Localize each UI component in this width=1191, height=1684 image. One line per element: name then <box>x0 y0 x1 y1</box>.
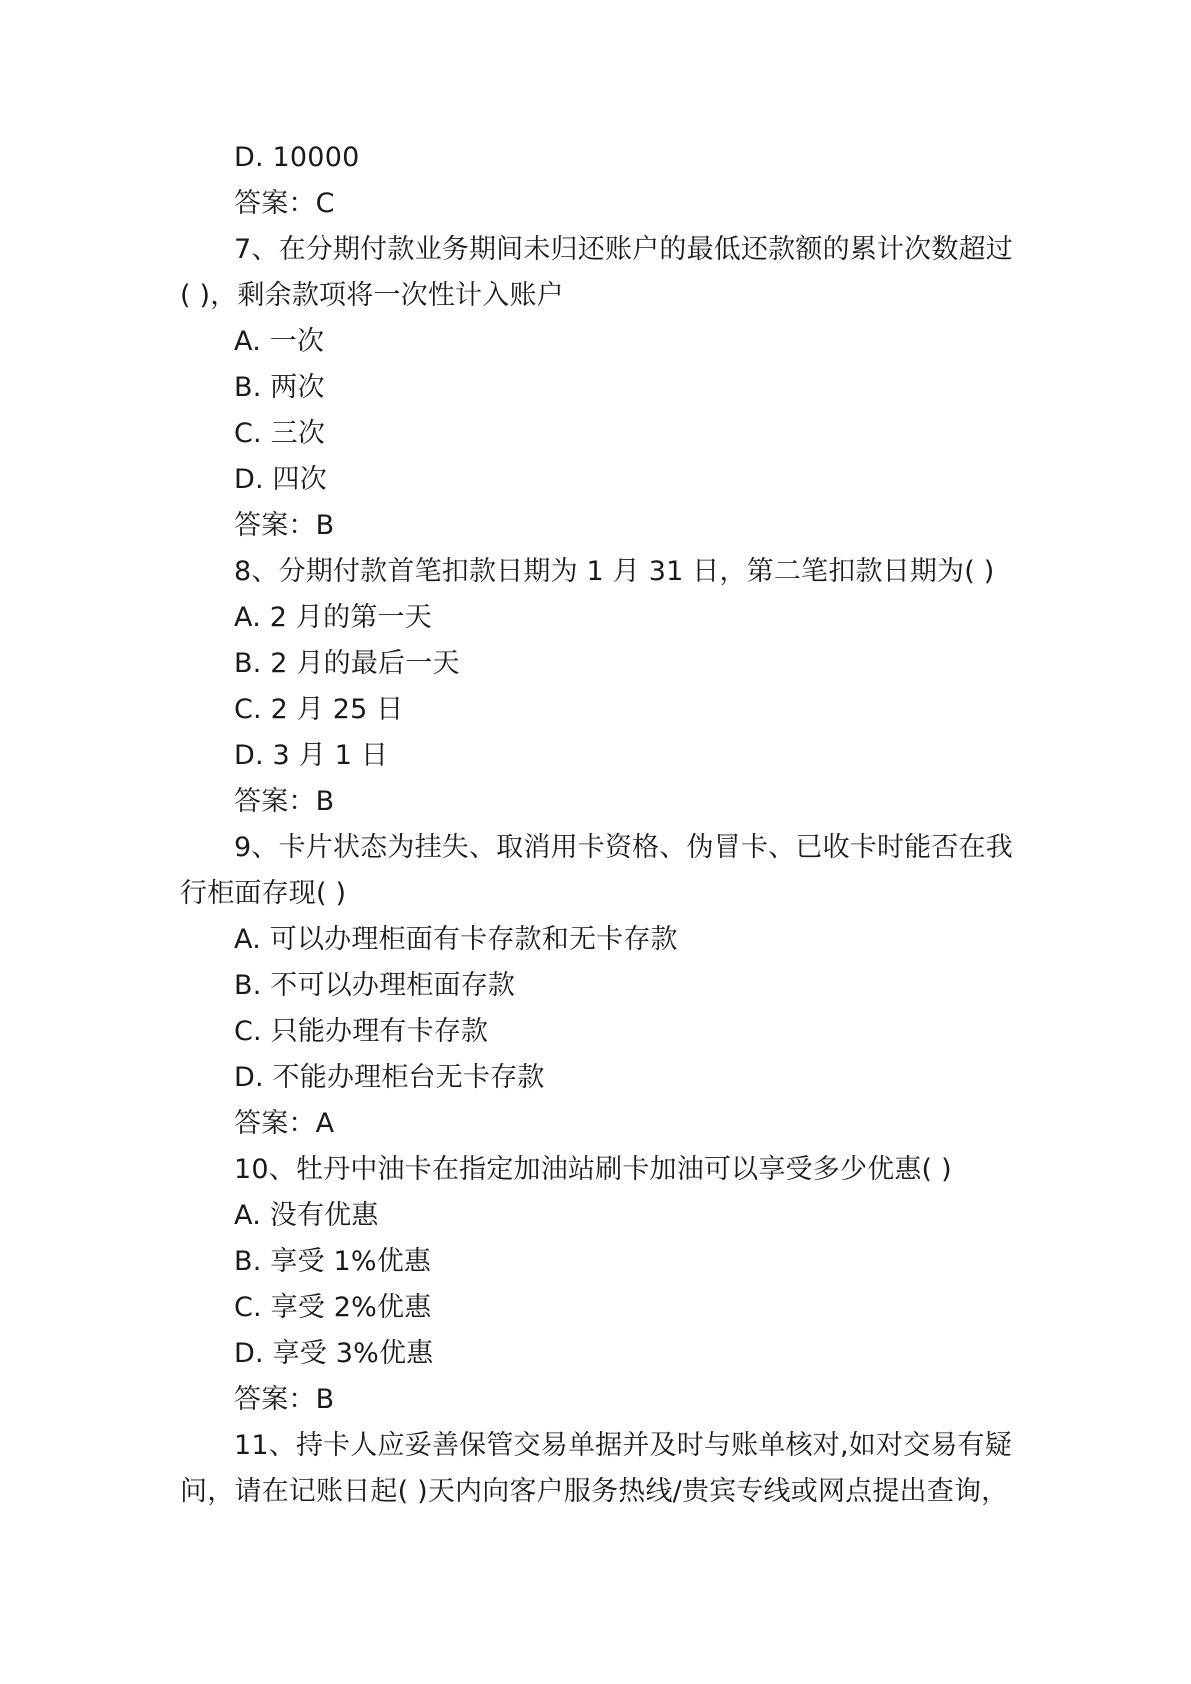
option-d-q9: D. 不能办理柜台无卡存款 <box>234 1062 545 1093</box>
option-d-q6: D. 10000 <box>234 142 360 173</box>
question-8: 8、分期付款首笔扣款日期为 1 月 31 日，第二笔扣款日期为( ) <box>234 556 995 587</box>
option-a-q8: A. 2 月的第一天 <box>234 602 432 633</box>
option-a-q7: A. 一次 <box>234 326 325 357</box>
option-c-q8: C. 2 月 25 日 <box>234 694 404 725</box>
answer-q9: 答案：A <box>234 1108 335 1139</box>
answer-q8: 答案：B <box>234 786 335 817</box>
question-11-line-2: 问，请在记账日起( )天内向客户服务热线/贵宾专线或网点提出查询， <box>180 1476 1009 1507</box>
answer-q6: 答案：C <box>234 188 335 219</box>
answer-q10: 答案：B <box>234 1384 335 1415</box>
option-d-q8: D. 3 月 1 日 <box>234 740 389 771</box>
option-c-q7: C. 三次 <box>234 418 326 449</box>
option-a-q9: A. 可以办理柜面有卡存款和无卡存款 <box>234 924 678 955</box>
answer-q7: 答案：B <box>234 510 335 541</box>
option-b-q10: B. 享受 1%优惠 <box>234 1246 432 1277</box>
option-d-q10: D. 享受 3%优惠 <box>234 1338 434 1369</box>
option-c-q9: C. 只能办理有卡存款 <box>234 1016 489 1047</box>
question-9-line-1: 9、卡片状态为挂失、取消用卡资格、伪冒卡、已收卡时能否在我 <box>234 832 1013 863</box>
option-d-q7: D. 四次 <box>234 464 327 495</box>
option-c-q10: C. 享受 2%优惠 <box>234 1292 432 1323</box>
question-11-line-1: 11、持卡人应妥善保管交易单据并及时与账单核对,如对交易有疑 <box>234 1430 1012 1461</box>
question-10: 10、牡丹中油卡在指定加油站刷卡加油可以享受多少优惠( ) <box>234 1154 952 1185</box>
option-b-q8: B. 2 月的最后一天 <box>234 648 460 679</box>
option-a-q10: A. 没有优惠 <box>234 1200 379 1231</box>
question-7-line-1: 7、在分期付款业务期间未归还账户的最低还款额的累计次数超过 <box>234 234 1013 265</box>
option-b-q7: B. 两次 <box>234 372 325 403</box>
question-7-line-2: ( )，剩余款项将一次性计入账户 <box>180 280 564 311</box>
question-9-line-2: 行柜面存现( ) <box>180 878 347 909</box>
option-b-q9: B. 不可以办理柜面存款 <box>234 970 516 1001</box>
